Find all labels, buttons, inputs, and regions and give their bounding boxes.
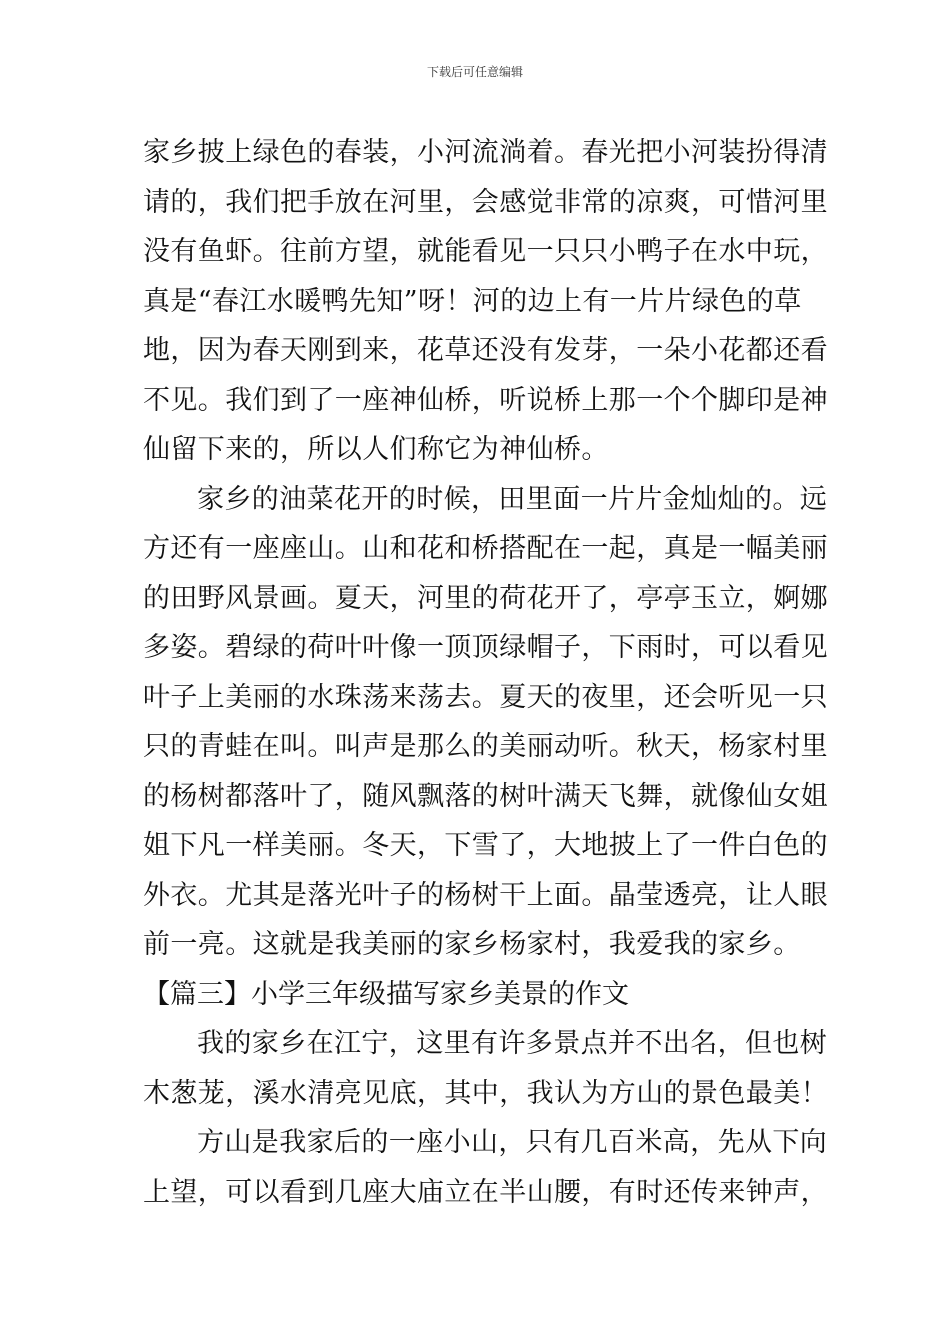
paragraph-start-line: 我的家乡在江宁，这里有许多景点并不出名，但也树 bbox=[197, 1028, 828, 1059]
text-line: 多姿。碧绿的荷叶叶像一顶顶绿帽子，下雨时，可以看见 bbox=[143, 632, 828, 663]
text-line: 上望，可以看到几座大庙立在半山腰，有时还传来钟声， bbox=[143, 1176, 828, 1208]
text-line: 外衣。尤其是落光叶子的杨树干上面。晶莹透亮，让人眼 bbox=[143, 879, 828, 911]
text-line: 家乡披上绿色的春装，小河流淌着。春光把小河装扮得清 bbox=[143, 137, 828, 168]
section-heading: 【篇三】小学三年级描写家乡美景的作文 bbox=[143, 978, 629, 1010]
text-line: 只的青蛙在叫。叫声是那么的美丽动听。秋天，杨家村里 bbox=[143, 731, 828, 762]
text-line: 方还有一座座山。山和花和桥搭配在一起，真是一幅美丽 bbox=[143, 533, 828, 564]
text-line: 姐下凡一样美丽。冬天，下雪了，大地披上了一件白色的 bbox=[143, 830, 828, 861]
paragraph-start-line: 家乡的油菜花开的时候，田里面一片片金灿灿的。远 bbox=[197, 483, 828, 515]
text-line: 木葱茏，溪水清亮见底，其中，我认为方山的景色最美！ bbox=[143, 1077, 828, 1109]
text-line: 叶子上美丽的水珠荡来荡去。夏天的夜里，还会听见一只 bbox=[143, 681, 828, 713]
text-line: 仙留下来的，所以人们称它为神仙桥。 bbox=[143, 434, 609, 465]
text-line: 请的，我们把手放在河里，会感觉非常的凉爽，可惜河里 bbox=[143, 186, 828, 218]
text-line: 不见。我们到了一座神仙桥，听说桥上那一个个脚印是神 bbox=[143, 384, 828, 416]
page-header: 下载后可任意编辑 bbox=[426, 65, 523, 79]
text-line: 地，因为春天刚到来，花草还没有发芽，一朵小花都还看 bbox=[143, 335, 828, 366]
document-body bbox=[143, 128, 828, 1217]
paragraph-start-line: 方山是我家后的一座小山，只有几百米高，先从下向 bbox=[197, 1127, 828, 1158]
text-line: 真是“春江水暖鸭先知”呀！河的边上有一片片绿色的草 bbox=[143, 285, 802, 317]
text-line: 没有鱼虾。往前方望，就能看见一只只小鸭子在水中玩， bbox=[143, 236, 828, 267]
text-line: 的田野风景画。夏天，河里的荷花开了，亭亭玉立，婀娜 bbox=[143, 582, 828, 614]
text-line: 前一亮。这就是我美丽的家乡杨家村，我爱我的家乡。 bbox=[143, 929, 801, 960]
text-line: 的杨树都落叶了，随风飘落的树叶满天飞舞，就像仙女姐 bbox=[143, 780, 828, 812]
